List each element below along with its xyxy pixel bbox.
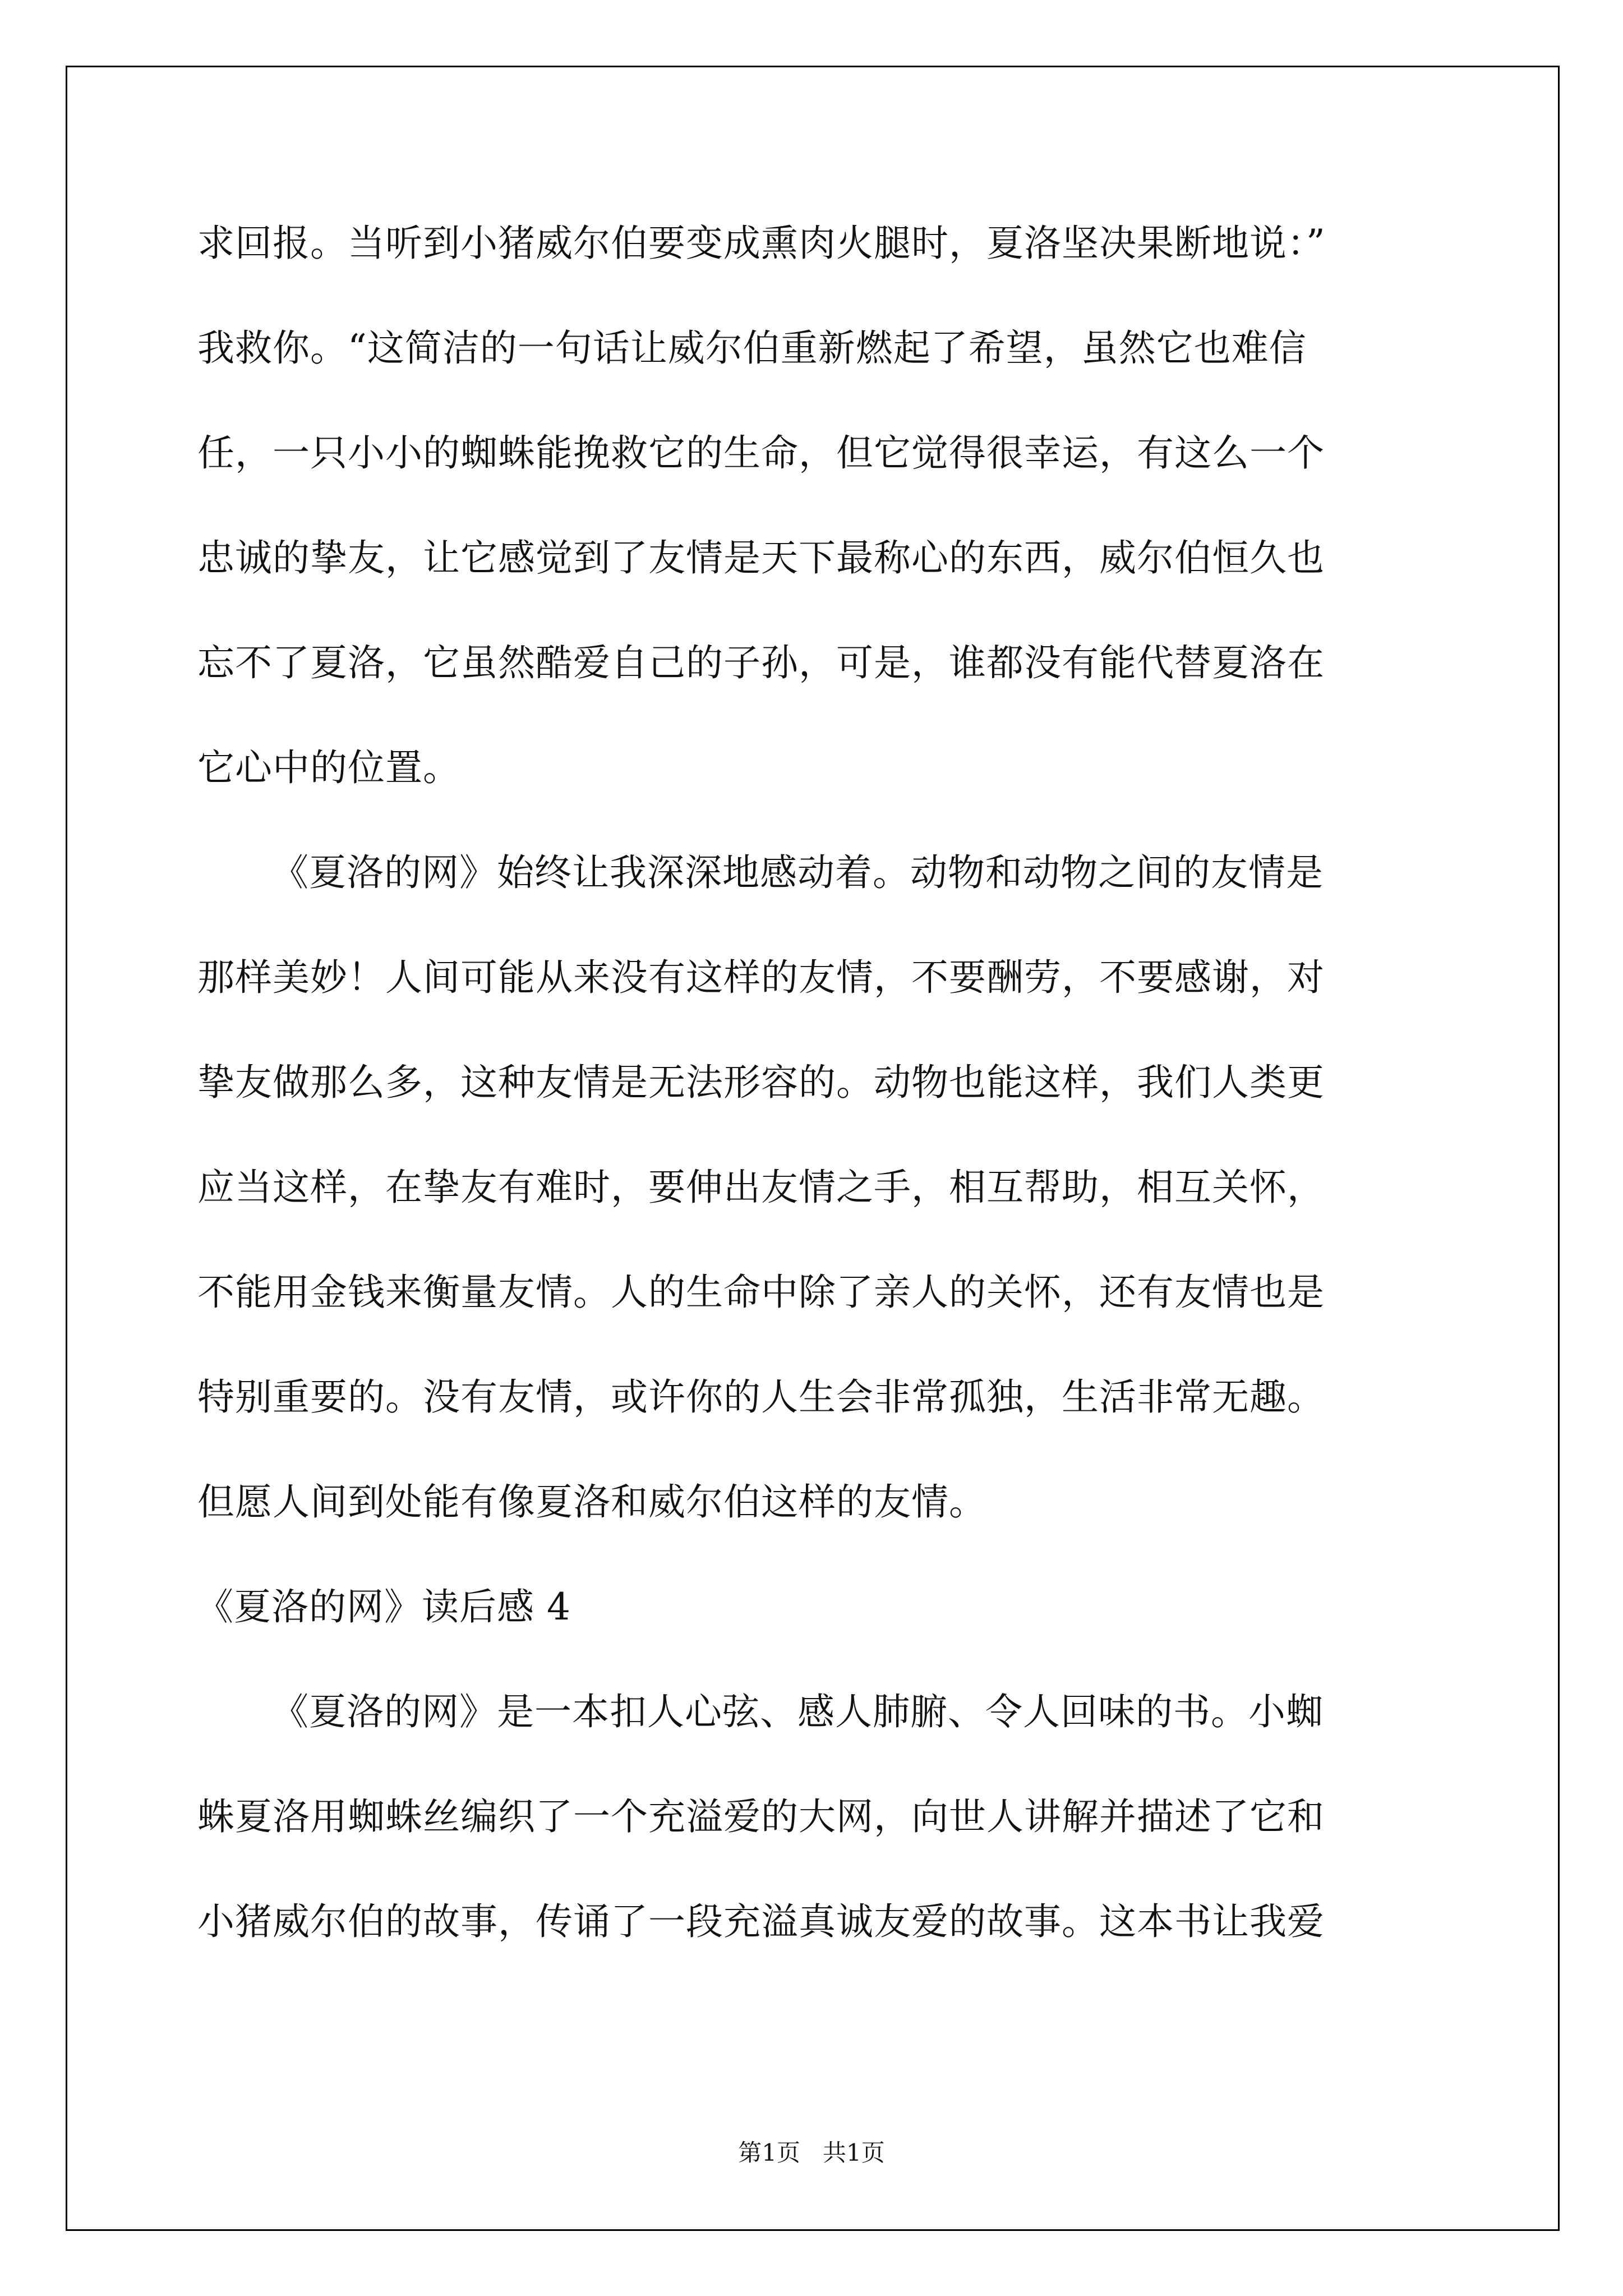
text-line: 不能用金钱来衡量友情。人的生命中除了亲人的关怀，还有友情也是 — [197, 1271, 1325, 1314]
text-line: 忘不了夏洛，它虽然酷爱自己的子孙，可是，谁都没有能代替夏洛在 — [197, 641, 1325, 684]
page-footer: 第1页 共1页 — [738, 2139, 885, 2166]
text-line: 求回报。当听到小猪威尔伯要变成熏肉火腿时，夏洛坚决果断地说：” — [197, 222, 1326, 265]
section-heading: 《夏洛的网》读后感 4 — [196, 1585, 571, 1628]
document-body — [197, 191, 1431, 1974]
text-line: 那样美妙！人间可能从来没有这样的友情，不要酬劳，不要感谢，对 — [197, 956, 1325, 999]
text-line: 应当这样，在挚友有难时，要伸出友情之手，相互帮助，相互关怀， — [197, 1166, 1325, 1209]
paragraph-conclusion — [197, 820, 1431, 1554]
text-line: 小猪威尔伯的故事，传诵了一段充溢真诚友爱的故事。这本书让我爱 — [197, 1900, 1325, 1943]
paragraph-continued — [197, 191, 1431, 820]
paragraph-intro — [197, 1659, 1431, 1974]
text-line: 我救你。“这简洁的一句话让威尔伯重新燃起了希望，虽然它也难信 — [197, 326, 1307, 370]
text-line: 忠诚的挚友，让它感觉到了友情是天下最称心的东西，威尔伯恒久也 — [197, 536, 1325, 579]
text-line: 任，一只小小的蜘蛛能挽救它的生命，但它觉得很幸运，有这么一个 — [197, 431, 1325, 475]
text-line: 《夏洛的网》是一本扣人心弦、感人肺腑、令人回味的书。小蜘 — [271, 1690, 1324, 1733]
text-line: 《夏洛的网》始终让我深深地感动着。动物和动物之间的友情是 — [271, 851, 1324, 894]
text-line: 但愿人间到处能有像夏洛和威尔伯这样的友情。 — [197, 1480, 986, 1524]
text-line: 它心中的位置。 — [197, 746, 460, 789]
text-line: 特别重要的。没有友情，或许你的人生会非常孤独，生活非常无趣。 — [197, 1375, 1325, 1419]
text-line: 挚友做那么多，这种友情是无法形容的。动物也能这样，我们人类更 — [197, 1061, 1325, 1104]
text-line: 蛛夏洛用蜘蛛丝编织了一个充溢爱的大网，向世人讲解并描述了它和 — [197, 1795, 1325, 1838]
